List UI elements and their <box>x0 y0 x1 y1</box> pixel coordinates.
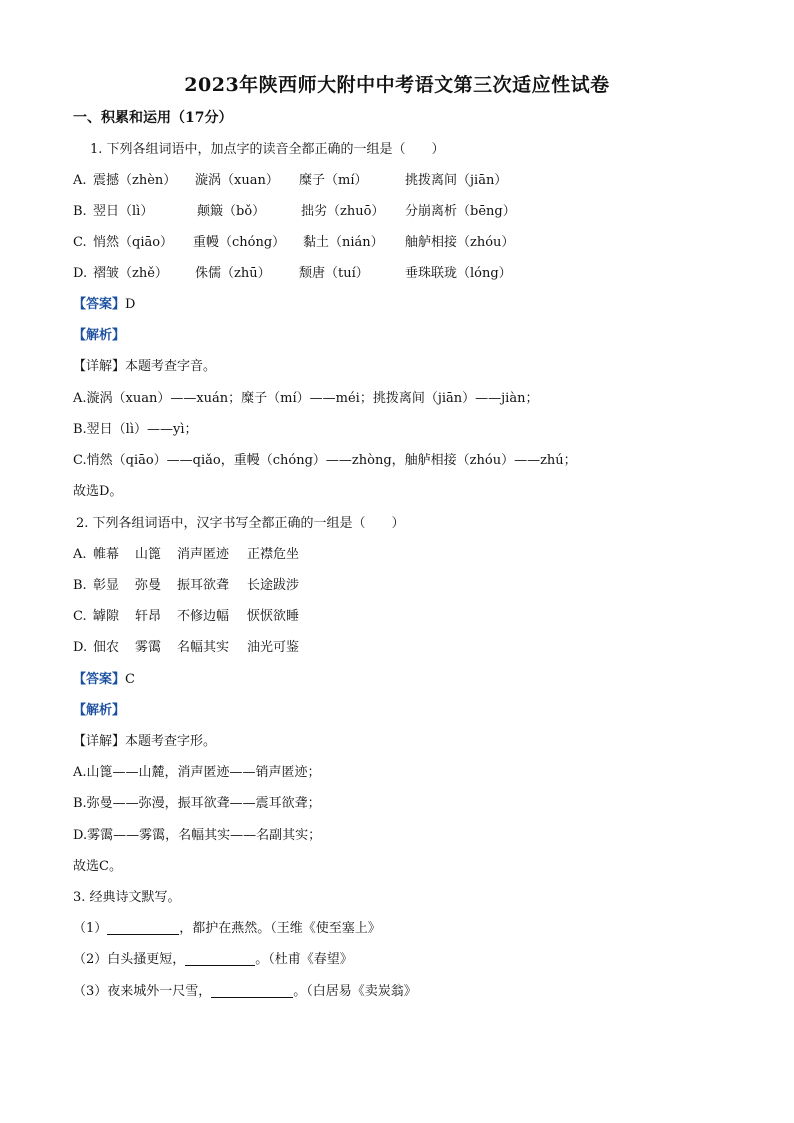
option-item: 分崩离析（bēng） <box>405 204 516 219</box>
option-item: 黏土（nián） <box>303 235 384 250</box>
detail-tag: 【详解】 <box>73 359 126 374</box>
answer-blank[interactable] <box>107 920 179 935</box>
item-after: 。（杜甫《春望》 <box>255 952 353 967</box>
q1-conclusion: 故选D。 <box>73 484 123 499</box>
option-item: 重幔（chóng） <box>193 235 286 250</box>
answer-value: D <box>125 297 136 312</box>
item-number: （1） <box>73 921 108 936</box>
option-item: 翌日（lì） <box>93 204 154 219</box>
answer-tag: 【答案】 <box>73 297 126 312</box>
analysis-tag: 【解析】 <box>73 328 126 343</box>
option-item: 彰显 <box>93 578 120 593</box>
option-item: 名幅其实 <box>177 640 230 655</box>
q2-explanation: A.山篦——山麓，消声匿迹——销声匿迹； <box>73 765 321 780</box>
option-item: 振耳欲聋 <box>177 578 230 593</box>
option-item: 恹恹欲睡 <box>247 609 300 624</box>
option-item: 挑拨离间（jiān） <box>405 173 508 188</box>
option-item: 帷幕 <box>93 547 120 562</box>
option-letter: A. <box>73 173 87 188</box>
option-item: 侏儒（zhū） <box>195 266 271 281</box>
option-item: 震撼（zhèn） <box>93 173 177 188</box>
q2-answer <box>73 670 135 690</box>
option-letter: D. <box>73 266 88 281</box>
q2-conclusion: 故选C。 <box>73 859 122 874</box>
option-item: 漩涡（xuan） <box>195 173 279 188</box>
q1-answer <box>73 295 135 315</box>
option-letter: A. <box>73 547 87 562</box>
q2-explanation: D.雾霭——雾霭，名幅其实——名副其实； <box>73 828 322 843</box>
detail-tag: 【详解】 <box>73 734 126 749</box>
q2-analysis <box>73 701 125 721</box>
item-number: （2） <box>73 952 108 967</box>
q1-explanation: B.翌日（lì）——yì； <box>73 422 198 437</box>
option-item: 罅隙 <box>93 609 120 624</box>
option-item: 悄然（qiāo） <box>93 235 174 250</box>
question-1-stem: 1. 下列各组词语中，加点字的读音全都正确的一组是（ ） <box>90 142 445 157</box>
option-item: 颓唐（tuí） <box>299 266 369 281</box>
option-letter: B. <box>73 578 87 593</box>
option-item: 垂珠联珑（lóng） <box>405 266 512 281</box>
option-item: 不修边幅 <box>177 609 230 624</box>
section-heading: 一、积累和运用（17分） <box>73 110 233 126</box>
option-item: 佃农 <box>93 640 120 655</box>
option-letter: D. <box>73 640 88 655</box>
option-item: 长途跋涉 <box>247 578 300 593</box>
option-letter: C. <box>73 609 87 624</box>
option-letter: B. <box>73 204 87 219</box>
option-item: 轩昂 <box>135 609 162 624</box>
question-2-stem: 2. 下列各组词语中，汉字书写全都正确的一组是（ ） <box>76 516 405 531</box>
option-item: 褶皱（zhě） <box>93 266 168 281</box>
answer-tag: 【答案】 <box>73 672 126 687</box>
option-letter: C. <box>73 235 87 250</box>
option-item: 糜子（mí） <box>299 173 368 188</box>
q3-item-1 <box>73 919 381 939</box>
question-3-stem: 3. 经典诗文默写。 <box>73 890 181 905</box>
option-item: 拙劣（zhuō） <box>301 204 385 219</box>
q1-analysis <box>73 326 125 346</box>
item-before: 白头搔更短， <box>107 952 186 967</box>
q3-item-3 <box>73 982 417 1002</box>
option-item: 正襟危坐 <box>247 547 300 562</box>
item-before: 夜来城外一尺雪， <box>107 984 212 999</box>
q2-explanation: B.弥曼——弥漫，振耳欲聋——震耳欲聋； <box>73 796 321 811</box>
item-after: 。（白居易《卖炭翁》 <box>293 984 417 999</box>
analysis-tag: 【解析】 <box>73 703 126 718</box>
detail-text: 本题考查字音。 <box>125 359 217 374</box>
q2-detail <box>73 732 216 752</box>
answer-value: C <box>125 672 135 687</box>
q1-explanation: C.悄然（qiāo）——qiǎo，重幔（chóng）——zhòng，舳舻相接（zhóu）——zhú； <box>73 453 577 468</box>
q1-explanation: A.漩涡（xuan）——xuán；糜子（mí）——méi；挑拨离间（jiān）——jiàn； <box>73 391 539 406</box>
option-item: 消声匿迹 <box>177 547 230 562</box>
item-number: （3） <box>73 984 108 999</box>
option-item: 弥曼 <box>135 578 162 593</box>
answer-blank[interactable] <box>211 983 293 998</box>
item-after: ，都护在燕然。（王维《使至塞上》 <box>179 921 381 936</box>
option-item: 山篦 <box>135 547 162 562</box>
option-item: 舳舻相接（zhóu） <box>405 235 515 250</box>
option-item: 雾霭 <box>135 640 162 655</box>
option-item: 颠簸（bǒ） <box>197 204 266 219</box>
detail-text: 本题考查字形。 <box>125 734 217 749</box>
q3-item-2 <box>73 950 353 970</box>
q1-detail <box>73 357 216 377</box>
page-title: 2023年陕西师大附中中考语文第三次适应性试卷 <box>184 74 610 96</box>
answer-blank[interactable] <box>185 951 255 966</box>
option-item: 油光可鉴 <box>247 640 300 655</box>
